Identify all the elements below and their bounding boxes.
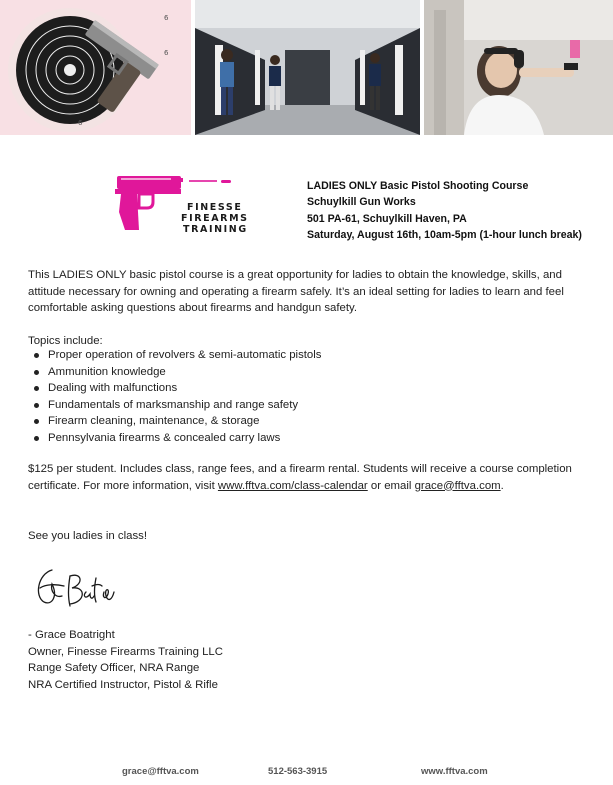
footer-website[interactable]: www.fftva.com — [421, 766, 488, 777]
finesse-firearms-logo — [113, 172, 249, 235]
topics-label: Topics include: — [28, 335, 103, 347]
email-link[interactable]: grace@fftva.com — [414, 479, 501, 492]
logo-line-training: TRAINING — [183, 224, 248, 235]
pricing-text-mid: or email — [367, 479, 415, 492]
logo-line-firearms: FIREARMS — [181, 213, 249, 224]
list-item: Firearm cleaning, maintenance, & storage — [28, 413, 322, 430]
footer-phone: 512-563-3915 — [268, 766, 328, 777]
signer-block — [28, 627, 223, 693]
handwritten-signature-icon — [30, 562, 120, 612]
signer-title-owner: Owner, Finesse Firearms Training LLC — [28, 645, 223, 658]
class-calendar-link[interactable]: www.fftva.com/class-calendar — [217, 479, 368, 492]
event-venue: Schuylkill Gun Works — [307, 196, 416, 209]
event-address: 501 PA-61, Schuylkill Haven, PA — [307, 212, 467, 225]
footer — [0, 766, 613, 780]
svg-text:6: 6 — [164, 14, 169, 22]
list-item: Ammunition knowledge — [28, 364, 322, 381]
topics-list — [28, 347, 322, 446]
list-item: Fundamentals of marksmanship and range safety — [28, 397, 322, 414]
signer-title-rso: Range Safety Officer, NRA Range — [28, 662, 200, 674]
pricing-text-end: . — [500, 479, 504, 492]
event-title: LADIES ONLY Basic Pistol Shooting Course — [307, 180, 529, 192]
target-pistol-photo-icon — [0, 0, 191, 135]
pricing-paragraph — [28, 461, 588, 494]
list-item: Pennsylvania firearms & concealed carry laws — [28, 430, 322, 447]
svg-text:6: 6 — [164, 49, 169, 57]
pricing-text: $125 per student. Includes class, range fees, and a firearm rental. Students will receive a course completion certificate. For more information, visit — [28, 463, 572, 492]
woman-shooter-photo-icon — [424, 0, 613, 135]
intro-paragraph: This LADIES ONLY basic pistol course is a great opportunity for ladies to obtain the knowledge, skills, and attitude necessary for owning and operating a firearm safely. It’s an ideal setting for ladies to learn and feel comfortable asking questions about firearms and handgun safety. — [28, 269, 564, 314]
logo-wordmark — [175, 202, 295, 235]
event-details — [307, 178, 582, 243]
list-item: Dealing with malfunctions — [28, 380, 322, 397]
closing-line: See you ladies in class! — [28, 530, 148, 542]
header-photo-strip — [0, 0, 613, 135]
svg-text:6: 6 — [78, 119, 83, 127]
signer-title-instructor: NRA Certified Instructor, Pistol & Rifle — [28, 678, 218, 691]
footer-email[interactable]: grace@fftva.com — [122, 766, 199, 777]
shooting-range-photo-icon — [195, 0, 420, 135]
list-item: Proper operation of revolvers & semi-automatic pistols — [28, 347, 322, 364]
signer-name: - Grace Boatright — [28, 629, 115, 641]
event-datetime: Saturday, August 16th, 10am-5pm (1-hour lunch break) — [307, 228, 582, 241]
logo-line-finesse: FINESSE — [187, 202, 243, 213]
